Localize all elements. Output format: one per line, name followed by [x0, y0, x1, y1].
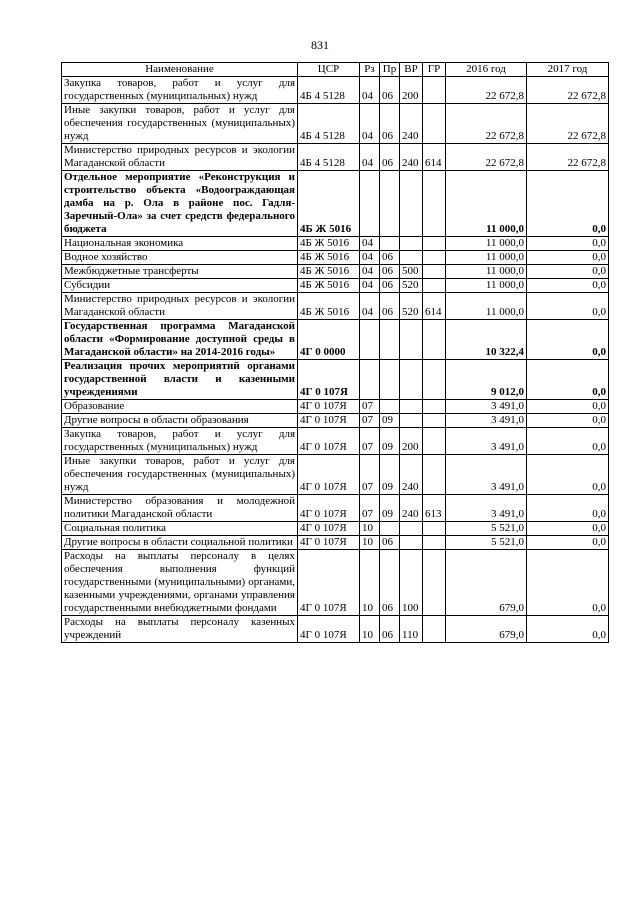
cell-gr: 614 — [423, 144, 446, 171]
cell-2016: 679,0 — [446, 550, 527, 616]
cell-2017: 22 672,8 — [527, 144, 609, 171]
cell-pr — [380, 400, 400, 414]
cell-csr: 4Б 4 5128 — [298, 77, 360, 104]
cell-rz: 07 — [360, 428, 380, 455]
cell-gr — [423, 400, 446, 414]
cell-2016: 3 491,0 — [446, 428, 527, 455]
cell-2016: 5 521,0 — [446, 522, 527, 536]
cell-gr — [423, 360, 446, 400]
cell-2016: 3 491,0 — [446, 400, 527, 414]
cell-name: Другие вопросы в области образования — [62, 414, 298, 428]
cell-name: Реализация прочих мероприятий органами государственной власти и казенными учреждениями — [62, 360, 298, 400]
cell-name: Министерство образования и молодежной политики Магаданской области — [62, 495, 298, 522]
cell-2017: 0,0 — [527, 279, 609, 293]
cell-gr — [423, 522, 446, 536]
column-header-vr: ВР — [400, 63, 423, 77]
cell-2016: 3 491,0 — [446, 455, 527, 495]
column-header-csr: ЦСР — [298, 63, 360, 77]
cell-2016: 11 000,0 — [446, 293, 527, 320]
cell-csr: 4Б Ж 5016 — [298, 171, 360, 237]
cell-gr — [423, 320, 446, 360]
table-row — [62, 279, 609, 293]
cell-rz: 07 — [360, 414, 380, 428]
table-row — [62, 265, 609, 279]
column-header-rz: Рз — [360, 63, 380, 77]
cell-2017: 0,0 — [527, 495, 609, 522]
cell-csr: 4Г 0 107Я — [298, 522, 360, 536]
cell-name: Министерство природных ресурсов и экологии Магаданской области — [62, 144, 298, 171]
cell-name: Расходы на выплаты персоналу казенных учреждений — [62, 616, 298, 643]
cell-vr — [400, 237, 423, 251]
cell-name: Другие вопросы в области социальной политики — [62, 536, 298, 550]
cell-vr: 200 — [400, 428, 423, 455]
cell-pr: 06 — [380, 265, 400, 279]
cell-csr: 4Б 4 5128 — [298, 144, 360, 171]
table-row — [62, 293, 609, 320]
cell-pr: 06 — [380, 144, 400, 171]
cell-csr: 4Б Ж 5016 — [298, 279, 360, 293]
table-row — [62, 77, 609, 104]
cell-gr: 614 — [423, 293, 446, 320]
cell-gr — [423, 550, 446, 616]
table-row — [62, 104, 609, 144]
table-row — [62, 428, 609, 455]
cell-pr: 06 — [380, 550, 400, 616]
cell-rz: 10 — [360, 536, 380, 550]
cell-name: Закупка товаров, работ и услуг для государственных (муниципальных) нужд — [62, 77, 298, 104]
table-row — [62, 536, 609, 550]
cell-vr — [400, 414, 423, 428]
cell-gr — [423, 455, 446, 495]
cell-2016: 3 491,0 — [446, 495, 527, 522]
cell-gr — [423, 104, 446, 144]
cell-rz: 04 — [360, 104, 380, 144]
cell-2017: 0,0 — [527, 522, 609, 536]
cell-2017: 0,0 — [527, 320, 609, 360]
cell-gr — [423, 251, 446, 265]
cell-pr: 06 — [380, 279, 400, 293]
cell-2017: 0,0 — [527, 171, 609, 237]
cell-rz: 10 — [360, 550, 380, 616]
column-header-2016: 2016 год — [446, 63, 527, 77]
cell-name: Министерство природных ресурсов и экологии Магаданской области — [62, 293, 298, 320]
cell-csr: 4Г 0 107Я — [298, 414, 360, 428]
cell-name: Отдельное мероприятие «Реконструкция и строительство объекта «Водоограждающая дамба на р. Ола в районе пос. Гадля-Заречный-Ола» за счет средств федерального бюджета — [62, 171, 298, 237]
cell-gr — [423, 428, 446, 455]
cell-vr — [400, 400, 423, 414]
cell-pr: 06 — [380, 104, 400, 144]
cell-csr: 4Б Ж 5016 — [298, 237, 360, 251]
cell-2016: 679,0 — [446, 616, 527, 643]
cell-pr: 06 — [380, 536, 400, 550]
cell-2017: 0,0 — [527, 414, 609, 428]
cell-gr: 613 — [423, 495, 446, 522]
cell-2016: 10 322,4 — [446, 320, 527, 360]
table-row — [62, 400, 609, 414]
cell-gr — [423, 279, 446, 293]
cell-2017: 0,0 — [527, 265, 609, 279]
table-row — [62, 251, 609, 265]
cell-pr — [380, 237, 400, 251]
cell-csr: 4Б Ж 5016 — [298, 293, 360, 320]
page-number: 831 — [311, 38, 329, 52]
cell-vr — [400, 536, 423, 550]
column-header-gr: ГР — [423, 63, 446, 77]
cell-2016: 11 000,0 — [446, 251, 527, 265]
cell-csr: 4Б Ж 5016 — [298, 251, 360, 265]
column-header-pr: Пр — [380, 63, 400, 77]
cell-2017: 0,0 — [527, 550, 609, 616]
cell-csr: 4Б 4 5128 — [298, 104, 360, 144]
cell-rz: 07 — [360, 455, 380, 495]
cell-2017: 0,0 — [527, 251, 609, 265]
cell-2017: 0,0 — [527, 293, 609, 320]
cell-2017: 22 672,8 — [527, 104, 609, 144]
cell-vr: 100 — [400, 550, 423, 616]
cell-csr: 4Г 0 107Я — [298, 400, 360, 414]
cell-2017: 22 672,8 — [527, 77, 609, 104]
table-body — [62, 77, 609, 643]
cell-2016: 3 491,0 — [446, 414, 527, 428]
table-row — [62, 455, 609, 495]
cell-gr — [423, 536, 446, 550]
cell-name: Иные закупки товаров, работ и услуг для обеспечения государственных (муниципальных) нужд — [62, 104, 298, 144]
cell-name: Иные закупки товаров, работ и услуг для обеспечения государственных (муниципальных) нужд — [62, 455, 298, 495]
column-header-name: Наименование — [62, 63, 298, 77]
cell-name: Водное хозяйство — [62, 251, 298, 265]
cell-name: Социальная политика — [62, 522, 298, 536]
table-row — [62, 550, 609, 616]
table-row — [62, 360, 609, 400]
cell-2017: 0,0 — [527, 616, 609, 643]
cell-2017: 0,0 — [527, 536, 609, 550]
cell-pr: 06 — [380, 616, 400, 643]
table-row — [62, 495, 609, 522]
cell-rz: 07 — [360, 495, 380, 522]
cell-csr: 4Г 0 107Я — [298, 428, 360, 455]
cell-rz: 04 — [360, 237, 380, 251]
cell-name: Национальная экономика — [62, 237, 298, 251]
table-row — [62, 237, 609, 251]
cell-2016: 11 000,0 — [446, 171, 527, 237]
cell-name: Субсидии — [62, 279, 298, 293]
cell-rz — [360, 320, 380, 360]
cell-vr — [400, 360, 423, 400]
cell-rz: 10 — [360, 522, 380, 536]
cell-pr — [380, 320, 400, 360]
cell-gr — [423, 414, 446, 428]
table-header-row — [62, 63, 609, 77]
cell-vr — [400, 251, 423, 265]
cell-2017: 0,0 — [527, 455, 609, 495]
cell-name: Расходы на выплаты персоналу в целях обеспечения выполнения функций государственными (муниципальными) органами, казенными учреждениями, органами управления государственными внебюджетными фондами — [62, 550, 298, 616]
cell-gr — [423, 77, 446, 104]
cell-rz: 10 — [360, 616, 380, 643]
cell-vr: 500 — [400, 265, 423, 279]
cell-vr — [400, 522, 423, 536]
cell-rz: 07 — [360, 400, 380, 414]
cell-vr: 520 — [400, 279, 423, 293]
cell-2016: 11 000,0 — [446, 265, 527, 279]
cell-2016: 5 521,0 — [446, 536, 527, 550]
cell-vr — [400, 171, 423, 237]
cell-2017: 0,0 — [527, 360, 609, 400]
column-header-2017: 2017 год — [527, 63, 609, 77]
table-row — [62, 320, 609, 360]
table-row — [62, 616, 609, 643]
cell-vr: 240 — [400, 455, 423, 495]
cell-rz: 04 — [360, 77, 380, 104]
cell-2016: 22 672,8 — [446, 77, 527, 104]
cell-vr: 240 — [400, 104, 423, 144]
cell-pr: 06 — [380, 293, 400, 320]
cell-rz: 04 — [360, 293, 380, 320]
cell-vr: 520 — [400, 293, 423, 320]
cell-2017: 0,0 — [527, 237, 609, 251]
cell-pr — [380, 522, 400, 536]
cell-rz: 04 — [360, 144, 380, 171]
cell-vr: 240 — [400, 144, 423, 171]
cell-csr: 4Г 0 107Я — [298, 536, 360, 550]
cell-gr — [423, 265, 446, 279]
cell-csr: 4Г 0 107Я — [298, 616, 360, 643]
cell-csr: 4Г 0 107Я — [298, 455, 360, 495]
cell-gr — [423, 616, 446, 643]
table-row — [62, 144, 609, 171]
cell-2017: 0,0 — [527, 428, 609, 455]
cell-vr: 110 — [400, 616, 423, 643]
cell-pr: 09 — [380, 428, 400, 455]
cell-pr: 06 — [380, 77, 400, 104]
cell-rz: 04 — [360, 265, 380, 279]
cell-pr: 09 — [380, 495, 400, 522]
cell-2017: 0,0 — [527, 400, 609, 414]
cell-pr: 09 — [380, 455, 400, 495]
cell-pr — [380, 360, 400, 400]
cell-name: Образование — [62, 400, 298, 414]
cell-csr: 4Г 0 107Я — [298, 360, 360, 400]
cell-2016: 11 000,0 — [446, 279, 527, 293]
cell-vr: 240 — [400, 495, 423, 522]
cell-rz — [360, 360, 380, 400]
cell-rz: 04 — [360, 251, 380, 265]
cell-vr — [400, 320, 423, 360]
cell-2016: 11 000,0 — [446, 237, 527, 251]
cell-pr — [380, 171, 400, 237]
table-row — [62, 171, 609, 237]
cell-pr: 09 — [380, 414, 400, 428]
cell-vr: 200 — [400, 77, 423, 104]
cell-csr: 4Б Ж 5016 — [298, 265, 360, 279]
cell-gr — [423, 237, 446, 251]
cell-name: Межбюджетные трансферты — [62, 265, 298, 279]
cell-gr — [423, 171, 446, 237]
table-row — [62, 414, 609, 428]
cell-csr: 4Г 0 107Я — [298, 550, 360, 616]
cell-pr: 06 — [380, 251, 400, 265]
cell-2016: 22 672,8 — [446, 144, 527, 171]
cell-rz: 04 — [360, 279, 380, 293]
cell-name: Государственная программа Магаданской области «Формирование доступной среды в Магаданской области» на 2014-2016 годы» — [62, 320, 298, 360]
cell-2016: 22 672,8 — [446, 104, 527, 144]
cell-name: Закупка товаров, работ и услуг для государственных (муниципальных) нужд — [62, 428, 298, 455]
cell-2016: 9 012,0 — [446, 360, 527, 400]
cell-rz — [360, 171, 380, 237]
cell-csr: 4Г 0 0000 — [298, 320, 360, 360]
table-row — [62, 522, 609, 536]
budget-table — [61, 62, 609, 643]
cell-csr: 4Г 0 107Я — [298, 495, 360, 522]
